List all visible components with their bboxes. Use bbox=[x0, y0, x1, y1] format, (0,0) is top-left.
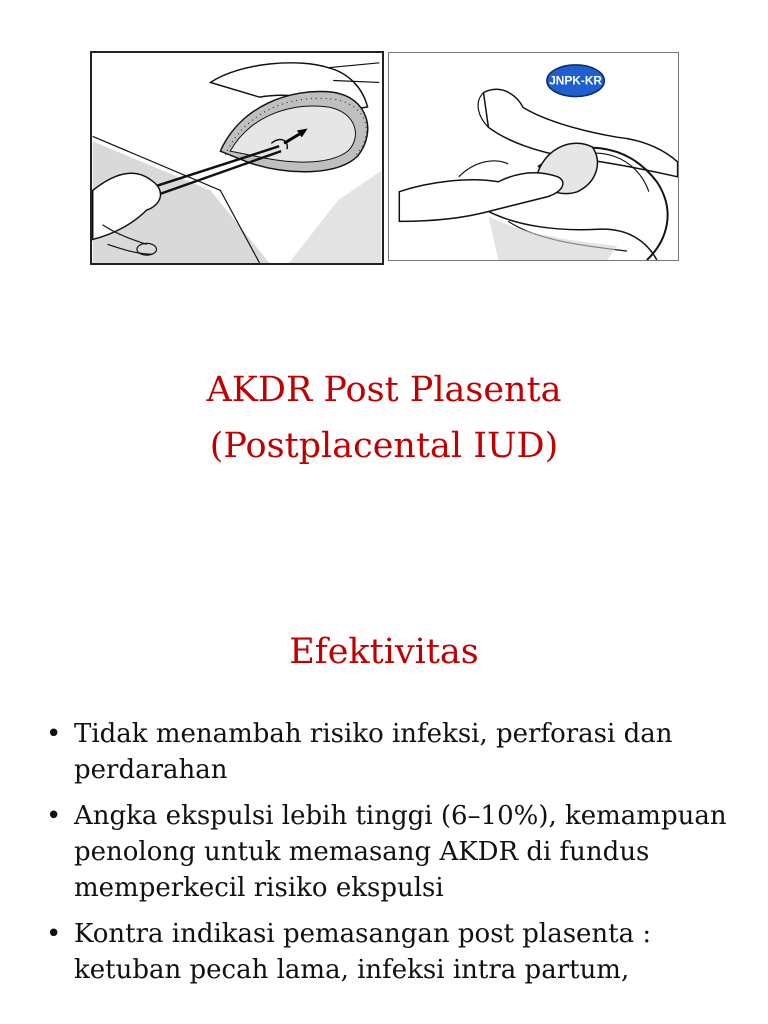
bullet-marker: • bbox=[46, 801, 62, 831]
slide-title-line1: AKDR Post Plasenta bbox=[206, 370, 562, 410]
manual-placement-drawing bbox=[389, 53, 678, 260]
slide-title-line2: (Postplacental IUD) bbox=[209, 426, 559, 466]
bullet-text: Tidak menambah risiko infeksi, perforasi dan perdarahan bbox=[74, 719, 673, 785]
manual-placement-illustration bbox=[388, 52, 679, 261]
jnpk-kr-logo bbox=[547, 65, 604, 97]
bullet-text: Kontra indikasi pemasangan post plasenta : ketuban pecah lama, infeksi intra partum, bbox=[74, 919, 652, 985]
bullet-item bbox=[46, 716, 746, 788]
bullet-list bbox=[46, 716, 746, 998]
bullet-text: Angka ekspulsi lebih tinggi (6–10%), kemampuan penolong untuk memasang AKDR di fundus memperkecil risiko ekspulsi bbox=[74, 801, 727, 903]
svg-text:JNPK-KR: JNPK-KR bbox=[549, 73, 602, 88]
bullet-marker: • bbox=[46, 919, 62, 949]
iud-insertion-drawing bbox=[92, 53, 382, 263]
bullet-marker: • bbox=[46, 719, 62, 749]
bullet-item bbox=[46, 916, 746, 988]
section-heading: Efektivitas bbox=[289, 632, 479, 672]
iud-insertion-illustration bbox=[90, 51, 384, 265]
bullet-item bbox=[46, 798, 746, 906]
